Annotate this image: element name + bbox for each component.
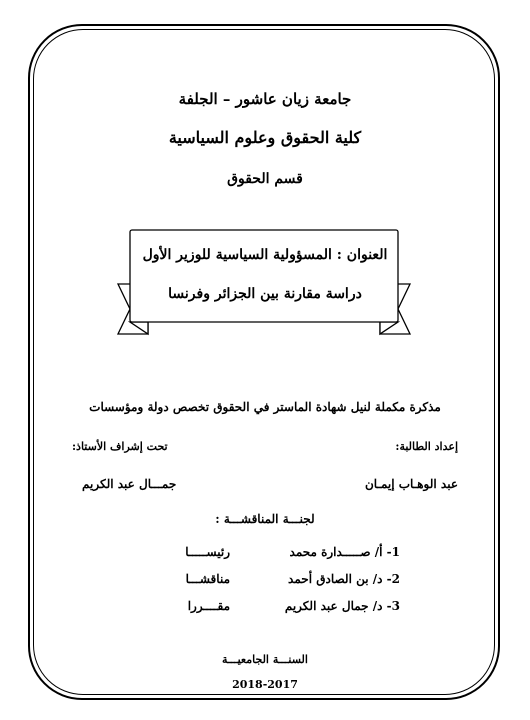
thesis-title: العنوان : المسؤولية السياسية للوزير الأول	[142, 247, 388, 263]
committee-member-name: 2- د/ بن الصادق أحمد	[288, 572, 400, 586]
committee-title: لجنـــة المناقشـــة :	[215, 512, 315, 526]
thesis-subtitle: دراسة مقارنة بين الجزائر وفرنسا	[168, 286, 362, 302]
university-name: جامعة زيان عاشور – الجلفة	[178, 90, 352, 108]
academic-year: 2018-2017	[232, 678, 298, 691]
department-name: قسم الحقوق	[227, 171, 303, 187]
committee-member-role: رئيســـــا	[185, 545, 230, 559]
supervision-label: تحت إشراف الأستاذ:	[72, 440, 168, 453]
banner-body	[130, 230, 398, 322]
supervisor-name: جمـــال عبد الكريم	[82, 477, 177, 491]
prepared-by-label: إعداد الطالبة:	[395, 440, 458, 453]
committee-member-role: مناقشـــا	[185, 572, 230, 586]
academic-year-label: السنـــة الجامعيـــة	[222, 653, 308, 666]
committee-member-name: 3- د/ جمال عبد الكريم	[284, 599, 400, 613]
committee-member-name: 1- أ/ صـــــدارة محمد	[289, 545, 400, 559]
committee-member-role: مقــــررا	[187, 599, 230, 613]
student-name: عبد الوهـاب إيمـان	[364, 477, 458, 491]
faculty-name: كلية الحقوق وعلوم السياسية	[168, 128, 362, 147]
memo-description: مذكرة مكملة لنيل شهادة الماستر في الحقوق تخصص دولة ومؤسسات	[89, 400, 441, 414]
